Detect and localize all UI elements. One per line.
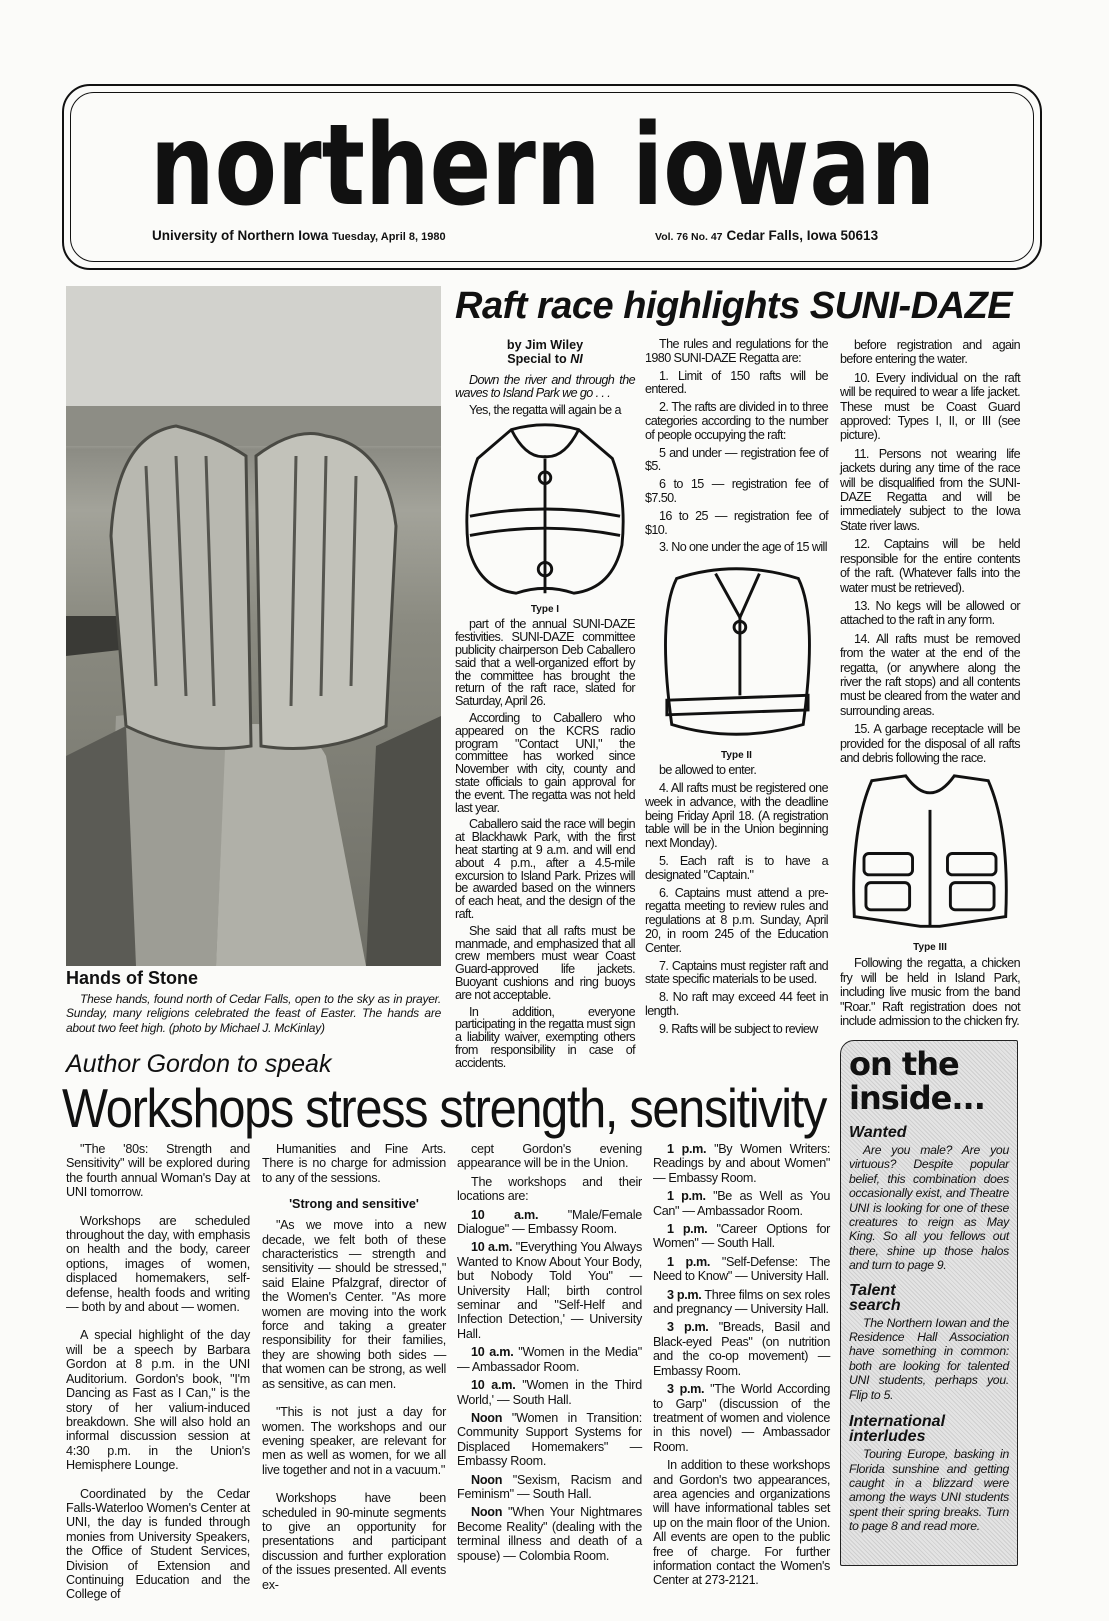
time-label: Noon xyxy=(471,1410,503,1425)
time-label: Noon xyxy=(471,1505,503,1520)
location: Cedar Falls, Iowa 50613 xyxy=(726,228,879,243)
paragraph-text: In addition to these workshops and Gordon's two appearances, area agencies and organizations will have informational tables set up on the main floor of the Union. All events are open to the public free of charge. For further information contact the Women's Center at 273-2121. xyxy=(653,1458,830,1588)
paragraph: 1. Limit of 150 rafts will be entered. xyxy=(645,368,828,397)
time-label: 3 p.m. xyxy=(667,1382,705,1397)
paragraph xyxy=(653,1142,830,1185)
byline-publication: NI xyxy=(570,352,583,366)
workshops-column-2 xyxy=(262,1142,446,1606)
paragraph xyxy=(653,1382,830,1454)
paragraph: 6. Captains must attend a pre-regatta meeting to review rules and regulations at 8 p.m. Sunday, April 20, in room 245 of the Education Center. xyxy=(645,885,828,955)
paragraph: 10. Every individual on the raft will be required to wear a life jacket. These must be Coast Guard approved: Types I, II, or III (see picture). xyxy=(840,370,1020,443)
paragraph: 3. No one under the age of 15 will xyxy=(659,540,827,555)
paragraph-text: "Women in the Media" — Ambassador Room. xyxy=(457,1345,642,1374)
time-label: 3 p.m. xyxy=(667,1287,702,1302)
paragraph-text: "Women in Transition: Community Support Systems for Displaced Homemakers" — Embassy Room. xyxy=(457,1410,643,1469)
figure-caption-type-2: Type II xyxy=(721,750,752,762)
time-label: 1 p.m. xyxy=(667,1189,706,1204)
paragraph: "The '80s: Strength and Sensitivity" will be explored during the fourth annual Woman's Day at UNI tomorrow. xyxy=(66,1142,250,1200)
paragraph-group xyxy=(645,764,828,1036)
paragraph: 7. Captains must register raft and state specific materials to be used. xyxy=(645,958,828,987)
paragraph: She said that all rafts must be manmade, and emphasized that all crew members must wear Coast Guard-approved life jackets. Buoyant cushions and ring buoys are not acceptable. xyxy=(455,923,635,1002)
sidebar-title-1: on the xyxy=(849,1045,959,1083)
paragraph: 6 to 15 — registration fee of $7.50. xyxy=(645,477,828,505)
workshops-headline: Workshops stress strength, sensitivity xyxy=(62,1077,827,1139)
paragraph-text: cept Gordon's evening appearance will be in the Union. xyxy=(457,1142,642,1171)
paragraph: 2. The rafts are divided in to three categories according to the number of people occupying the raft: xyxy=(645,400,828,442)
paragraph: Caballero said the race will begin at Blackhawk Park, with the first heat starting at 9 a.m. and will end about 4 p.m., after a 4.5-mile excursion to Island Park. Prizes will be awarded based on the winners of each heat, and the design of the raft. xyxy=(455,817,635,921)
paragraph: Workshops are scheduled throughout the day, with emphasis on health and the body, career options, images of women, displaced homemakers, self-defense, health foods and writing — both by and about — women. xyxy=(66,1213,250,1315)
paragraph: 5. Each raft is to have a designated "Captain." xyxy=(645,853,828,882)
paragraph: 5 and under — registration fee of $5. xyxy=(645,445,828,474)
paragraph xyxy=(457,1378,642,1407)
paragraph xyxy=(457,1411,642,1469)
paragraph: "This is not just a day for women. The workshops and our evening speaker, are relevant for men as well as women, for we all live together and not in a vacuum." xyxy=(262,1405,446,1477)
on-the-inside-box xyxy=(840,1040,1018,1566)
paragraph: 4. All rafts must be registered one week in advance, with the deadline being Friday April 18. (A registration table will be in the Union beginning next Monday). xyxy=(645,780,828,851)
volume-number: Vol. 76 No. 47 xyxy=(655,231,723,243)
paragraph-text: "When Your Nightmares Become Reality" (dealing with the terminal illness and death of a spouse) — Colombia Room. xyxy=(457,1505,642,1563)
hands-of-stone-photo xyxy=(66,286,441,966)
photo-caption-text: These hands, found north of Cedar Falls, open to the sky as in prayer. Sunday, many religions celebrated the feast of Easter. The hands are about two feet high. (photo by Michael J. McKinlay) xyxy=(66,992,441,1035)
time-label: 1 p.m. xyxy=(667,1254,710,1269)
paragraph-text: "Career Options for Women" — South Hall. xyxy=(653,1222,830,1251)
author: by Jim Wiley xyxy=(506,338,584,352)
sidebar-item-international-interludes[interactable] xyxy=(849,1414,1009,1533)
sidebar-heading: Talent search xyxy=(849,1281,901,1314)
paragraph-text: "Breads, Basil and Black-eyed Peas" (on nutrition and the co-op movement) — Embassy Room. xyxy=(653,1320,831,1378)
paragraph: According to Caballero who appeared on the KCRS radio program "Contact UNI," the committee has worked since November with city, county and state officials to gain approval for the event. The regatta was not held last year. xyxy=(455,710,635,815)
paragraph: Coordinated by the Cedar Falls-Waterloo Women's Center at UNI, the day is funded through monies from University Speakers, the Office of Student Services, Division of Extension and Continuing Education and the College of xyxy=(66,1486,250,1602)
sidebar-heading: International interludes xyxy=(849,1413,946,1446)
paragraph xyxy=(457,1345,642,1374)
paragraph: 13. No kegs will be allowed or attached to the raft in any form. xyxy=(840,598,1020,628)
figure-caption-type-3: Type III xyxy=(913,942,947,954)
paragraph: 9. Rafts will be subject to review xyxy=(659,1021,818,1036)
paragraph: Workshops have been scheduled in 90-minute segments to give an opportunity for presentations and participant discussion and further exploration of the issues presented. All events ex- xyxy=(262,1491,446,1592)
time-label: 3 p.m. xyxy=(667,1320,709,1335)
issue-date: Tuesday, April 8, 1980 xyxy=(332,231,446,243)
sidebar-text: Touring Europe, basking in Florida sunshine and getting caught in a blizzard were among the ways UNI students spent their spring breaks. Turn to page 8 and read more. xyxy=(849,1447,1009,1534)
lead-verse: Down the river and through the waves to Island Park we go . . . xyxy=(455,373,635,400)
paragraph: The rules and regulations for the 1980 SUNI-DAZE Regatta are: xyxy=(645,337,828,365)
sidebar-item-talent-search[interactable] xyxy=(849,1283,1009,1402)
paragraph-text: "Self-Defense: The Need to Know" — University Hall. xyxy=(653,1254,831,1284)
raft-column-1 xyxy=(455,338,635,1073)
workshops-column-1 xyxy=(66,1142,250,1616)
time-label: 10 a.m. xyxy=(471,1378,516,1393)
paragraph: Following the regatta, a chicken fry will be held in Island Park, including live music from the band "Roar." Raft registration does not include admission to the chicken fry. xyxy=(840,956,1020,1028)
time-label: 10 a.m. xyxy=(471,1240,513,1255)
time-label: 10 a.m. xyxy=(471,1207,539,1222)
paragraph xyxy=(457,1473,642,1502)
paragraph xyxy=(653,1288,830,1317)
paragraph: In addition, everyone participating in the regatta must sign a liability waiver, exempting others from responsibility in case of accidents. xyxy=(455,1004,635,1070)
sidebar-text: The Northern Iowan and the Residence Hall Association have something in common: both are looking for talented UNI students, perhaps you. Flip to 5. xyxy=(849,1315,1009,1402)
paragraph xyxy=(457,1175,642,1204)
raft-headline: Raft race highlights SUNI-DAZE xyxy=(455,285,1013,327)
paragraph-group xyxy=(455,404,635,417)
sidebar-title-2: inside... xyxy=(849,1079,985,1117)
paragraph-text: "By Women Writers: Readings by and about Women" — Embassy Room. xyxy=(653,1142,830,1185)
life-jacket-type-2-drawing xyxy=(645,559,828,744)
paragraph-text: "Be as Well as You Can" — Ambassador Room. xyxy=(653,1189,830,1218)
paragraph: 8. No raft may exceed 44 feet in length. xyxy=(645,990,828,1018)
paragraph: 11. Persons not wearing life jackets during any time of the race will be disqualified from the SUNI-DAZE Regatta and will be immediately subject to the Iowa State river laws. xyxy=(840,446,1020,533)
byline-special: Special to xyxy=(507,352,567,366)
paragraph: 16 to 25 — registration fee of $10. xyxy=(645,508,828,537)
paragraph: Yes, the regatta will again be a xyxy=(469,402,621,417)
paragraph xyxy=(457,1142,642,1171)
paragraph: be allowed to enter. xyxy=(659,763,757,778)
paragraph-text: Three films on sex roles and pregnancy — University Hall. xyxy=(653,1287,831,1317)
newspaper-nameplate: northern iowan xyxy=(150,101,936,231)
paragraph: 15. A garbage receptacle will be provided for the disposal of all rafts and debris following the race. xyxy=(840,722,1020,765)
sidebar-content xyxy=(849,1047,1009,1534)
paragraph: 12. Captains will be held responsible for the entire contents of the raft. (Whatever falls into the water must be retrieved). xyxy=(840,537,1020,595)
workshops-column-3 xyxy=(457,1142,642,1567)
paragraph: 14. All rafts must be removed from the water at the end of the regatta, (or anywhere along the river the raft stops) and all contents must be cleared from the water and surrounding areas. xyxy=(840,631,1020,718)
paragraph: part of the annual SUNI-DAZE festivities. SUNI-DAZE committee publicity chairperson Deb Caballero said that a well-organized effort by the committee has brought the return of the raft race, slated for Saturday, April 26. xyxy=(455,617,635,709)
paragraph xyxy=(457,1505,642,1563)
raft-column-2 xyxy=(645,338,828,1041)
sidebar-text: Are you male? Are you virtuous? Despite popular belief, this combination does occasionally exist, and Theatre UNI is looking for one of these creatures to reign as May King. So all you fellows out there, shine up those halos and turn to page 9. xyxy=(849,1143,1009,1273)
paragraph xyxy=(457,1208,642,1237)
paragraph xyxy=(457,1240,642,1341)
subhead: 'Strong and sensitive' xyxy=(289,1197,419,1212)
paragraph: Humanities and Fine Arts. There is no charge for admission to any of the sessions. xyxy=(262,1142,446,1185)
paragraph-group xyxy=(840,338,1020,765)
paragraph-text: "Male/Female Dialogue" — Embassy Room. xyxy=(457,1207,642,1237)
masthead-right xyxy=(655,228,878,243)
paragraph: "As we move into a new decade, we felt both of these characteristics — strength and sensitivity — should be stressed," said Elaine Pfalzgraf, director of the Women's Center. "As more women are moving into the work force and taking a greater responsibility for their families, they are showing both sides — that women can be strong, as well as sensitive, as can men. xyxy=(262,1218,446,1391)
raft-column-3 xyxy=(840,338,1020,1032)
paragraph: before registration and again before entering the water. xyxy=(840,338,1020,367)
paragraph: A special highlight of the day will be a speech by Barbara Gordon at 8 p.m. in the UNI Auditorium. Gordon's book, "I'm Dancing as Fast as I Can," is the story of her valium-induced breakdown. She will also hold an informal discussion session at 4:30 p.m. in the Union's Hemisphere Lounge. xyxy=(66,1328,250,1473)
university-name: University of Northern Iowa xyxy=(152,228,329,243)
sidebar-item-wanted[interactable] xyxy=(849,1125,1009,1273)
paragraph-group xyxy=(262,1218,446,1592)
time-label: 10 a.m. xyxy=(471,1345,514,1360)
paragraph-text: The workshops and their locations are: xyxy=(457,1174,642,1204)
paragraph-text: "The World According to Garp" (discussion of the treatment of women and violence in this novel) — Ambassador Room. xyxy=(653,1382,831,1454)
time-label: Noon xyxy=(471,1472,503,1487)
paragraph-group xyxy=(653,1142,830,1588)
paragraph xyxy=(653,1320,830,1378)
paragraph-group xyxy=(66,1142,250,1602)
paragraph-text: "Women in the Third World,' — South Hall. xyxy=(457,1378,642,1407)
time-label: 1 p.m. xyxy=(667,1142,707,1156)
paragraph-text: "Sexism, Racism and Feminism" — South Hall. xyxy=(457,1472,643,1501)
paragraph xyxy=(653,1222,830,1251)
workshops-column-4 xyxy=(653,1142,830,1592)
paragraph-group xyxy=(457,1142,642,1563)
paragraph-group xyxy=(840,956,1020,1028)
paragraph xyxy=(653,1255,830,1284)
time-label: 1 p.m. xyxy=(667,1222,708,1237)
photo-caption-title: Hands of Stone xyxy=(66,968,199,988)
paragraph-group xyxy=(455,618,635,1069)
paragraph xyxy=(653,1189,830,1218)
paragraph xyxy=(653,1458,830,1588)
life-jacket-type-1-drawing xyxy=(455,420,635,598)
life-jacket-type-3-drawing xyxy=(840,771,1020,936)
figure-caption-type-1: Type I xyxy=(530,604,560,616)
paragraph-text: "Everything You Always Wanted to Know About Your Body, but Nobody Told You" — University Hall; birth control seminar and "Self-Helf and Infection Detection,' — University Hall. xyxy=(457,1240,642,1341)
byline xyxy=(455,338,635,366)
masthead-left xyxy=(152,228,446,243)
workshops-kicker: Author Gordon to speak xyxy=(66,1050,332,1078)
photo-caption xyxy=(66,968,441,1039)
paragraph-group xyxy=(262,1142,446,1185)
sidebar-heading: Wanted xyxy=(849,1124,907,1141)
paragraph-group xyxy=(645,338,828,555)
